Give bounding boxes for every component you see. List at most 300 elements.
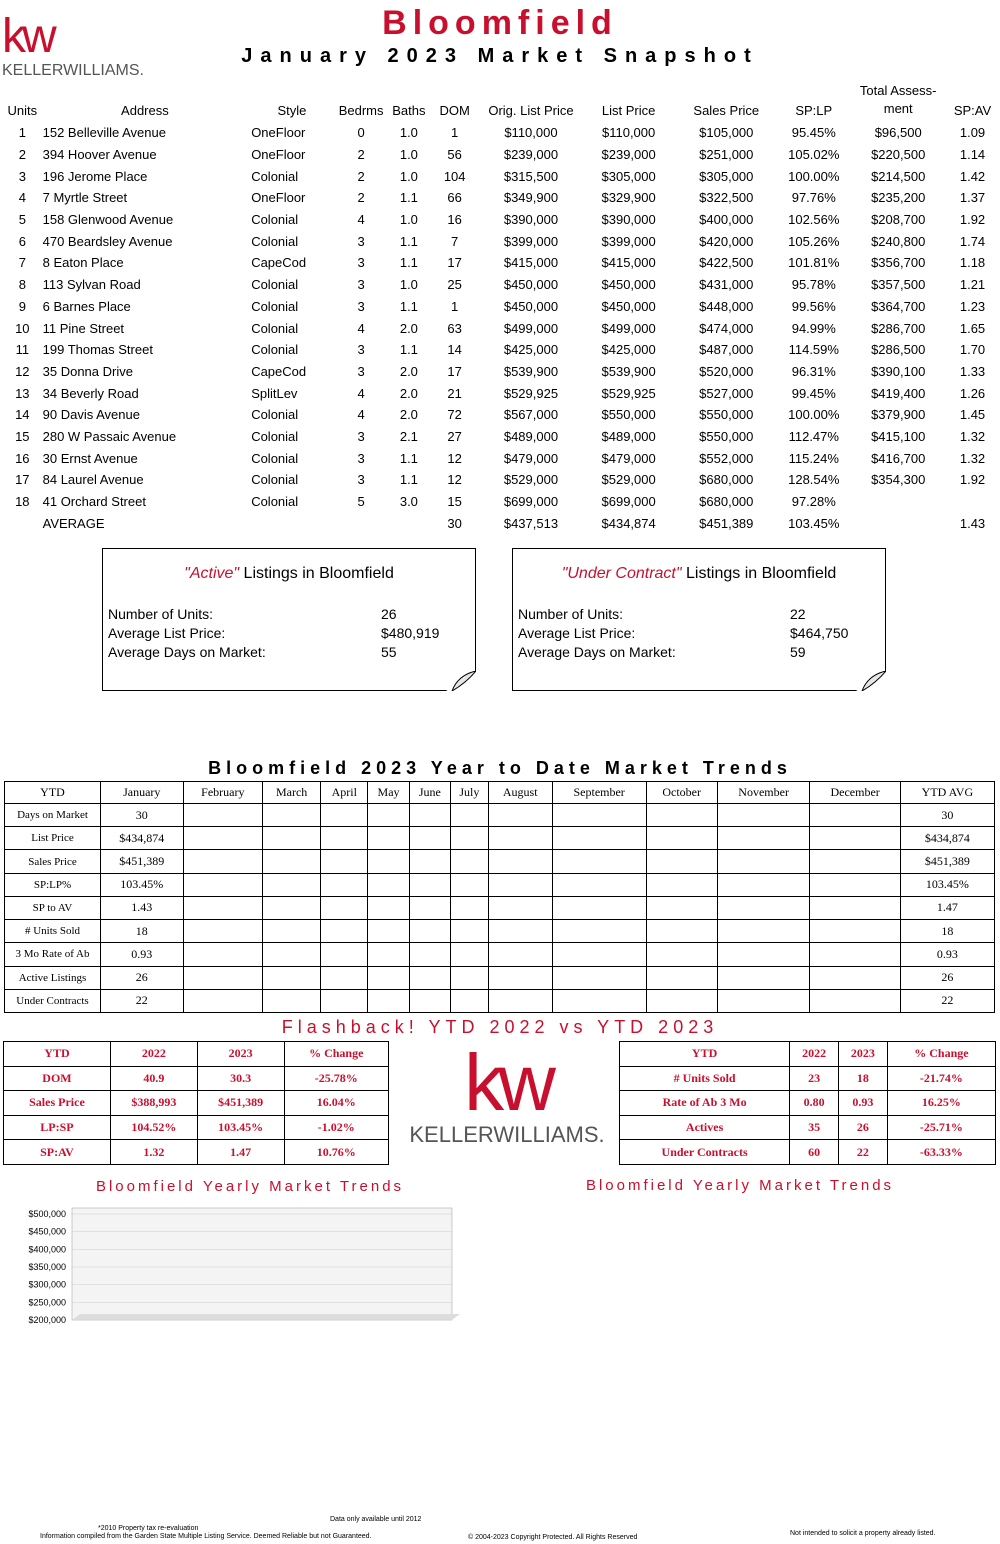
ytd-header-row <box>5 782 995 804</box>
cell-splp: 114.59% <box>788 342 839 358</box>
disclaimer: Not intended to solicit a property already listed. <box>790 1530 936 1537</box>
ytd-avg-value: 103.45% <box>900 873 994 896</box>
cell-sales-price: $474,000 <box>699 320 754 336</box>
cell-spav: 1.18 <box>959 255 986 271</box>
cell-dom: 56 <box>447 147 462 163</box>
ytd-empty-cell <box>450 804 488 827</box>
cell-sales-price: $400,000 <box>699 212 754 228</box>
sales-row <box>4 491 998 513</box>
ytd-empty-cell <box>717 943 810 966</box>
flashback-cell: 2023 <box>839 1042 888 1067</box>
ytd-empty-cell <box>321 920 368 943</box>
cell-list-price: $399,000 <box>601 233 656 249</box>
ytd-col-13: YTD AVG <box>900 782 994 804</box>
flashback-title: Flashback! YTD 2022 vs YTD 2023 <box>281 1017 719 1037</box>
cell-splp: 95.78% <box>791 277 836 293</box>
cell-bedrms: 3 <box>357 298 365 314</box>
cell-address: 394 Hoover Avenue <box>42 147 157 163</box>
contract-dom-label: Average Days on Market: <box>518 644 676 660</box>
ytd-row-label: Sales Price <box>5 850 101 873</box>
ytd-jan-value: 103.45% <box>101 873 184 896</box>
cell-style: OneFloor <box>251 190 306 206</box>
ytd-col-5: May <box>368 782 409 804</box>
ytd-empty-cell <box>488 850 552 873</box>
cell-baths: 1.1 <box>399 190 418 206</box>
cell-list-price: $305,000 <box>601 168 656 184</box>
sales-row <box>4 339 998 361</box>
ytd-empty-cell <box>646 989 717 1012</box>
flashback-cell: 40.9 <box>110 1066 197 1091</box>
ytd-empty-cell <box>368 989 409 1012</box>
ytd-empty-cell <box>263 989 321 1012</box>
ytd-empty-cell <box>488 943 552 966</box>
cell-list-price: $499,000 <box>601 320 656 336</box>
ytd-row <box>5 896 995 919</box>
flashback-cell: 103.45% <box>197 1115 284 1140</box>
ytd-empty-cell <box>368 873 409 896</box>
sales-row <box>4 230 998 252</box>
ytd-empty-cell <box>409 804 450 827</box>
y-tick-label: $450,000 <box>28 1226 66 1237</box>
cell-sales-price: $680,000 <box>699 472 754 488</box>
cell-assessment: $286,500 <box>871 342 926 358</box>
ytd-jan-value: 18 <box>101 920 184 943</box>
ytd-empty-cell <box>321 850 368 873</box>
cell-sales-price: $487,000 <box>699 342 754 358</box>
cell-style: Colonial <box>251 277 299 293</box>
cell-assessment <box>849 491 947 513</box>
cell-assessment: $357,500 <box>871 277 926 293</box>
cell-spav: 1.65 <box>959 320 986 336</box>
cell-sales-price: $550,000 <box>699 407 754 423</box>
ytd-jan-value: 0.93 <box>101 943 184 966</box>
contract-units-label: Number of Units: <box>518 606 624 622</box>
flashback-cell: 16.04% <box>284 1091 388 1116</box>
flashback-cell: 23 <box>790 1066 839 1091</box>
cell-assessment: $356,700 <box>871 255 926 271</box>
cell-baths: 1.1 <box>399 255 418 271</box>
avg-dom: 30 <box>447 515 462 531</box>
ytd-empty-cell <box>717 989 810 1012</box>
ytd-empty-cell <box>263 827 321 850</box>
flashback-cell: -1.02% <box>284 1115 388 1140</box>
ytd-empty-cell <box>646 804 717 827</box>
flashback-row <box>620 1091 996 1116</box>
ytd-empty-cell <box>717 873 810 896</box>
cell-address: 196 Jerome Place <box>42 168 148 184</box>
cell-splp: 105.26% <box>788 233 840 249</box>
cell-orig-list-price: $479,000 <box>503 450 559 466</box>
cell-address: 199 Thomas Street <box>42 342 153 358</box>
ytd-empty-cell <box>810 850 900 873</box>
ytd-empty-cell <box>450 896 488 919</box>
flashback-cell: 10.76% <box>284 1140 388 1165</box>
flashback-cell: 0.80 <box>790 1091 839 1116</box>
ytd-empty-cell <box>646 850 717 873</box>
ytd-empty-cell <box>368 804 409 827</box>
cell-address: 34 Beverly Road <box>42 385 139 401</box>
cell-dom: 14 <box>447 342 462 358</box>
ytd-row-label: Days on Market <box>5 804 101 827</box>
ytd-row-label: Active Listings <box>5 966 101 989</box>
flashback-cell: -25.71% <box>887 1115 995 1140</box>
cell-dom: 63 <box>447 320 462 336</box>
footnote-data: Data only available until 2012 <box>330 1516 422 1523</box>
sales-row <box>4 447 998 469</box>
cell-assessment: $235,200 <box>871 190 926 206</box>
avg-empty <box>849 512 947 534</box>
flashback-row <box>4 1091 389 1116</box>
cell-style: Colonial <box>251 168 299 184</box>
ytd-empty-cell <box>409 943 450 966</box>
cell-orig-list-price: $415,000 <box>503 255 559 271</box>
footnote-tax: *2010 Property tax re-evaluation <box>98 1525 199 1532</box>
cell-bedrms: 2 <box>357 147 365 163</box>
cell-unit: 13 <box>15 385 30 401</box>
cell-style: Colonial <box>251 212 299 228</box>
ytd-avg-value: $434,874 <box>900 827 994 850</box>
ytd-empty-cell <box>552 920 646 943</box>
cell-orig-list-price: $529,000 <box>503 472 559 488</box>
ytd-empty-cell <box>552 827 646 850</box>
cell-address: 152 Belleville Avenue <box>42 125 166 141</box>
ytd-empty-cell <box>552 896 646 919</box>
cell-splp: 115.24% <box>788 450 839 466</box>
cell-address: 113 Sylvan Road <box>42 277 141 293</box>
avg-empty <box>249 512 334 534</box>
cell-unit: 5 <box>18 212 26 228</box>
flashback-cell: 26 <box>839 1115 888 1140</box>
flashback-cell: 0.93 <box>839 1091 888 1116</box>
cell-spav: 1.32 <box>959 450 986 466</box>
cell-orig-list-price: $489,000 <box>503 428 559 444</box>
col-orig-list-price: Orig. List Price <box>488 103 574 118</box>
cell-assessment: $286,700 <box>871 320 926 336</box>
cell-style: Colonial <box>251 320 299 336</box>
ytd-empty-cell <box>810 873 900 896</box>
cell-orig-list-price: $450,000 <box>503 277 559 293</box>
ytd-empty-cell <box>450 920 488 943</box>
avg-address: AVERAGE <box>42 515 105 531</box>
y-tick-label: $300,000 <box>28 1279 66 1290</box>
cell-spav: 1.14 <box>959 147 986 163</box>
cell-dom: 72 <box>447 407 462 423</box>
col-total-assessment: Total Assess-ment <box>859 83 937 116</box>
cell-bedrms: 3 <box>357 363 365 379</box>
flashback-cell: Sales Price <box>4 1091 111 1116</box>
contract-dom-value: 59 <box>790 644 806 660</box>
ytd-empty-cell <box>409 920 450 943</box>
sales-row <box>4 252 998 274</box>
cell-orig-list-price: $349,900 <box>503 190 559 206</box>
cell-unit: 18 <box>15 494 30 510</box>
cell-splp: 102.56% <box>788 212 840 228</box>
ytd-row-label: Under Contracts <box>5 989 101 1012</box>
flashback-cell: 2023 <box>197 1042 284 1067</box>
cell-orig-list-price: $425,000 <box>503 342 559 358</box>
ytd-empty-cell <box>717 804 810 827</box>
cell-assessment: $214,500 <box>871 168 926 184</box>
cell-list-price: $479,000 <box>601 450 656 466</box>
logo-wordmark: KELLERWILLIAMS. <box>409 1122 605 1147</box>
ytd-empty-cell <box>183 943 263 966</box>
flashback-cell: -63.33% <box>887 1140 995 1165</box>
ytd-row <box>5 873 995 896</box>
cell-spav: 1.37 <box>959 190 986 206</box>
ytd-empty-cell <box>646 966 717 989</box>
ytd-jan-value: 1.43 <box>101 896 184 919</box>
flashback-cell: -25.78% <box>284 1066 388 1091</box>
ytd-row <box>5 943 995 966</box>
ytd-jan-value: 22 <box>101 989 184 1012</box>
flashback-left-table <box>3 1041 389 1165</box>
units-sold-line-chart <box>760 1375 998 1527</box>
cell-sales-price: $422,500 <box>699 255 754 271</box>
y-tick-label: $400,000 <box>28 1244 66 1255</box>
ytd-empty-cell <box>263 920 321 943</box>
cell-list-price: $415,000 <box>601 255 656 271</box>
ytd-empty-cell <box>183 966 263 989</box>
ytd-col-11: November <box>717 782 810 804</box>
sales-row <box>4 361 998 383</box>
ytd-empty-cell <box>552 804 646 827</box>
cell-address: 8 Eaton Place <box>42 255 124 271</box>
col-address: Address <box>121 103 169 118</box>
ytd-empty-cell <box>810 804 900 827</box>
ytd-avg-value: 1.47 <box>900 896 994 919</box>
ytd-empty-cell <box>368 966 409 989</box>
cell-style: Colonial <box>251 233 299 249</box>
active-dom-label: Average Days on Market: <box>108 644 266 660</box>
flashback-cell: YTD <box>620 1042 790 1067</box>
ytd-row-label: List Price <box>5 827 101 850</box>
ytd-empty-cell <box>409 989 450 1012</box>
trends-title-left: Bloomfield Yearly Market Trends <box>95 1178 405 1195</box>
cell-baths: 1.1 <box>399 298 418 314</box>
cell-address: 158 Glenwood Avenue <box>42 212 174 228</box>
ytd-empty-cell <box>810 989 900 1012</box>
col-units: Units <box>7 103 38 118</box>
y-tick-label: $500,000 <box>28 1209 66 1219</box>
ytd-col-2: February <box>183 782 263 804</box>
cell-splp: 112.47% <box>788 428 839 444</box>
cell-orig-list-price: $539,900 <box>503 363 559 379</box>
sales-row <box>4 317 998 339</box>
col-style: Style <box>277 103 307 118</box>
ytd-empty-cell <box>450 943 488 966</box>
flashback-cell: 2022 <box>790 1042 839 1067</box>
cell-sales-price: $680,000 <box>699 494 754 510</box>
logo-kw-mark: kw <box>464 1038 550 1127</box>
page-curl-icon <box>856 671 886 691</box>
plot-area <box>72 1208 452 1320</box>
ytd-empty-cell <box>409 873 450 896</box>
cell-sales-price: $550,000 <box>699 428 754 444</box>
cell-assessment: $379,900 <box>871 407 926 423</box>
cell-style: OneFloor <box>251 125 306 141</box>
active-units-value: 26 <box>381 606 397 622</box>
col-bedrms: Bedrms <box>338 103 384 118</box>
ytd-empty-cell <box>488 989 552 1012</box>
cell-unit: 4 <box>18 190 26 206</box>
cell-style: Colonial <box>251 428 299 444</box>
flashback-cell: Under Contracts <box>620 1140 790 1165</box>
sales-row <box>4 165 998 187</box>
ytd-empty-cell <box>263 966 321 989</box>
cell-splp: 105.02% <box>788 147 840 163</box>
sales-row <box>4 144 998 166</box>
avg-list-price: $434,874 <box>601 515 656 531</box>
flashback-cell: # Units Sold <box>620 1066 790 1091</box>
cell-bedrms: 3 <box>357 233 365 249</box>
ytd-empty-cell <box>183 804 263 827</box>
cell-assessment: $364,700 <box>871 298 926 314</box>
sales-row <box>4 469 998 491</box>
flashback-cell: 1.47 <box>197 1140 284 1165</box>
cell-baths: 1.0 <box>399 277 418 293</box>
cell-bedrms: 4 <box>357 212 365 228</box>
cell-sales-price: $527,000 <box>699 385 754 401</box>
ytd-row <box>5 827 995 850</box>
cell-spav: 1.42 <box>959 168 986 184</box>
ytd-empty-cell <box>552 943 646 966</box>
cell-splp: 97.28% <box>791 494 836 510</box>
cell-dom: 66 <box>447 190 462 206</box>
ytd-empty-cell <box>183 827 263 850</box>
cell-spav: 1.70 <box>959 342 986 358</box>
ytd-empty-cell <box>488 873 552 896</box>
ytd-empty-cell <box>409 896 450 919</box>
cell-bedrms: 3 <box>357 472 365 488</box>
cell-dom: 12 <box>447 472 462 488</box>
cell-splp: 101.81% <box>788 255 840 271</box>
cell-baths: 1.1 <box>399 342 418 358</box>
ytd-empty-cell <box>717 920 810 943</box>
ytd-col-1: January <box>101 782 184 804</box>
ytd-empty-cell <box>488 827 552 850</box>
cell-baths: 2.0 <box>399 407 418 423</box>
trends-title-right: Bloomfield Yearly Market Trends <box>585 1177 895 1194</box>
cell-list-price: $390,000 <box>601 212 656 228</box>
cell-spav: 1.09 <box>959 125 986 141</box>
cell-sales-price: $322,500 <box>699 190 754 206</box>
ytd-empty-cell <box>263 943 321 966</box>
ytd-empty-cell <box>552 873 646 896</box>
flashback-cell: LP:SP <box>4 1115 111 1140</box>
y-tick-label: $200,000 <box>28 1315 66 1325</box>
flashback-cell: 60 <box>790 1140 839 1165</box>
ytd-empty-cell <box>321 827 368 850</box>
cell-spav: 1.45 <box>959 407 986 423</box>
cell-bedrms: 3 <box>357 428 365 444</box>
ytd-row <box>5 804 995 827</box>
cell-baths: 1.1 <box>399 472 418 488</box>
cell-baths: 1.0 <box>399 147 418 163</box>
ytd-empty-cell <box>810 827 900 850</box>
flashback-cell: SP:AV <box>4 1140 111 1165</box>
col-spav: SP:AV <box>953 103 992 118</box>
ytd-empty-cell <box>183 896 263 919</box>
ytd-row <box>5 920 995 943</box>
ytd-empty-cell <box>646 896 717 919</box>
ytd-empty-cell <box>183 920 263 943</box>
absorption-line-chart <box>250 1398 465 1526</box>
cell-list-price: $329,900 <box>601 190 656 206</box>
ytd-empty-cell <box>321 966 368 989</box>
cell-bedrms: 4 <box>357 407 365 423</box>
cell-sales-price: $105,000 <box>699 125 754 141</box>
cell-orig-list-price: $399,000 <box>503 233 559 249</box>
ytd-table <box>4 781 995 1013</box>
cell-baths: 1.1 <box>399 450 418 466</box>
cell-style: OneFloor <box>251 147 306 163</box>
cell-baths: 3.0 <box>399 494 418 510</box>
cell-unit: 11 <box>15 342 30 358</box>
cell-dom: 17 <box>447 363 462 379</box>
y-tick-label: $350,000 <box>28 1262 66 1272</box>
flashback-cell: 30.3 <box>197 1066 284 1091</box>
cell-assessment: $240,800 <box>871 233 926 249</box>
cell-baths: 1.0 <box>399 212 418 228</box>
cell-list-price: $699,000 <box>601 494 656 510</box>
ytd-empty-cell <box>450 850 488 873</box>
cell-bedrms: 2 <box>357 190 365 206</box>
cell-dom: 7 <box>451 233 459 249</box>
cell-baths: 1.0 <box>399 168 418 184</box>
flashback-row <box>4 1140 389 1165</box>
ytd-empty-cell <box>183 989 263 1012</box>
cell-address: 41 Orchard Street <box>42 494 146 510</box>
ytd-row-label: SP:LP% <box>5 873 101 896</box>
cell-list-price: $550,000 <box>601 407 656 423</box>
active-listings-box <box>102 548 476 691</box>
cell-address: 280 W Passaic Avenue <box>42 428 177 444</box>
cell-bedrms: 3 <box>357 450 365 466</box>
cell-unit: 9 <box>18 298 26 314</box>
active-box-title: "Active" Listings in Bloomfield <box>184 565 394 582</box>
ytd-row <box>5 850 995 873</box>
cell-dom: 16 <box>447 212 462 228</box>
contract-price-value: $464,750 <box>790 625 849 641</box>
sales-average-row <box>4 512 998 534</box>
cell-address: 35 Donna Drive <box>42 363 133 379</box>
col-baths: Baths <box>392 103 426 118</box>
ytd-empty-cell <box>488 920 552 943</box>
sales-row <box>4 187 998 209</box>
cell-baths: 2.1 <box>399 428 418 444</box>
cell-sales-price: $305,000 <box>699 168 754 184</box>
ytd-empty-cell <box>321 943 368 966</box>
cell-orig-list-price: $529,925 <box>503 385 559 401</box>
ytd-avg-value: 30 <box>900 804 994 827</box>
cell-unit: 3 <box>18 168 26 184</box>
flashback-cell: 1.32 <box>110 1140 197 1165</box>
ytd-avg-value: 0.93 <box>900 943 994 966</box>
cell-assessment: $416,700 <box>871 450 926 466</box>
ytd-empty-cell <box>717 850 810 873</box>
ytd-empty-cell <box>810 966 900 989</box>
ytd-empty-cell <box>409 850 450 873</box>
flashback-row <box>4 1042 389 1067</box>
ytd-empty-cell <box>368 850 409 873</box>
ytd-empty-cell <box>183 850 263 873</box>
cell-unit: 12 <box>15 363 30 379</box>
ytd-empty-cell <box>717 966 810 989</box>
cell-unit: 17 <box>15 472 30 488</box>
cell-sales-price: $420,000 <box>699 233 754 249</box>
cell-list-price: $450,000 <box>601 277 656 293</box>
cell-spav: 1.23 <box>959 298 986 314</box>
